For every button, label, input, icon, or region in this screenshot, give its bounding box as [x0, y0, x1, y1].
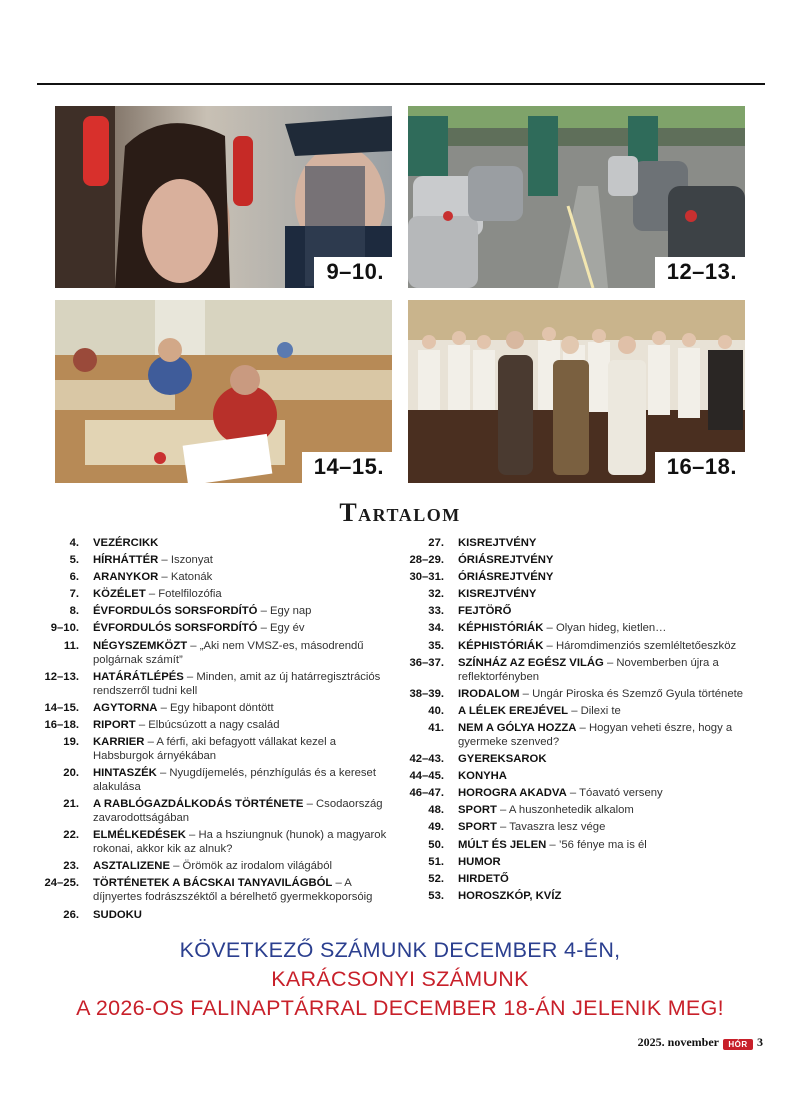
photo-border: [408, 106, 745, 288]
toc-article-title: Háromdimenziós szemléltetőeszköz: [555, 639, 737, 652]
toc-section-name: VEZÉRCIKK: [93, 537, 159, 549]
page-badge: 12–13.: [655, 257, 745, 288]
toc-section-name: HOROSZKÓP, KVÍZ: [458, 889, 562, 902]
toc-article-title: Novemberben újra a reflektorfényben: [458, 656, 719, 683]
toc-entry-text: [458, 536, 762, 550]
toc-entry: [40, 828, 400, 856]
toc-section-name: SZÍNHÁZ AZ EGÉSZ VILÁG: [458, 656, 604, 669]
toc-section-name: HOROGRA AKADVA: [458, 787, 567, 800]
toc-entry-text: [458, 587, 762, 601]
toc-separator: –: [158, 554, 171, 567]
toc-entry: [40, 859, 400, 873]
toc-entry-text: [93, 859, 400, 873]
toc-right-column: [402, 536, 762, 906]
toc-entry: [40, 536, 400, 550]
toc-entry: [402, 536, 762, 550]
toc-entry: [40, 621, 400, 635]
toc-page-number: 35.: [428, 639, 444, 652]
toc-section-name: HINTASZÉK: [93, 767, 157, 780]
toc-separator: –: [135, 718, 149, 731]
toc-entry-text: [458, 721, 762, 749]
toc-separator: –: [144, 735, 157, 748]
toc-page-number: 30–31.: [409, 571, 444, 584]
toc-page-number: 34.: [428, 622, 444, 635]
toc-article-title: Tóavató verseny: [579, 787, 663, 800]
toc-entry-text: [458, 803, 762, 817]
toc-entry-text: [93, 766, 400, 794]
toc-entry-text: [458, 855, 762, 869]
toc-entry: [402, 553, 762, 567]
photo-protest: [55, 106, 392, 288]
toc-entry-text: [93, 735, 400, 763]
toc-page-number: 48.: [428, 804, 444, 817]
toc-article-title: A díjnyertes fodrászszéktől a bérelhető gyermekkoporsóig: [93, 877, 373, 904]
toc-section-name: KÉPHISTÓRIÁK: [458, 639, 544, 652]
toc-entry-text: [458, 889, 762, 903]
toc-entry-text: [93, 604, 400, 618]
toc-entry-text: [458, 820, 762, 834]
toc-entry-text: [93, 570, 400, 584]
toc-section-name: HUMOR: [458, 855, 501, 868]
toc-section-name: ÉVFORDULÓS SORSFORDÍTÓ: [93, 605, 258, 618]
toc-separator: –: [157, 701, 171, 714]
toc-entry: [40, 797, 400, 825]
toc-entry-text: [458, 838, 762, 852]
toc-section-name: KÉPHISTÓRIÁK: [458, 622, 544, 635]
toc-entry-text: [93, 536, 400, 550]
toc-page-number: 20.: [63, 767, 79, 780]
toc-entry-text: [458, 639, 762, 653]
page-number: 3: [757, 1034, 763, 1049]
toc-article-title: Csodaország zavarodottságában: [93, 798, 383, 825]
magazine-logo: [723, 1034, 753, 1050]
toc-article-title: Egy nap: [270, 605, 312, 618]
toc-page-number: 23.: [63, 860, 79, 873]
toc-page-number: 7.: [69, 588, 79, 601]
toc-page-number: 21.: [63, 798, 79, 811]
toc-page-number: 40.: [428, 704, 444, 717]
toc-separator: –: [183, 670, 197, 683]
toc-section-name: SPORT: [458, 821, 497, 834]
page-badge: 9–10.: [314, 257, 392, 288]
toc-entry: [40, 670, 400, 698]
toc-entry: [40, 701, 400, 715]
toc-entry-text: [458, 872, 762, 886]
toc-section-name: HATÁRÁTLÉPÉS: [93, 670, 184, 683]
toc-separator: –: [603, 656, 617, 669]
toc-entry-text: [93, 797, 400, 825]
photo-choir: [408, 300, 745, 483]
toc-entry: [40, 876, 400, 904]
toc-section-name: IRODALOM: [458, 687, 520, 700]
toc-page-number: 16–18.: [44, 718, 79, 731]
toc-entry: [402, 872, 762, 886]
toc-entry: [40, 718, 400, 732]
toc-section-name: KARRIER: [93, 735, 145, 748]
toc-entry: [40, 553, 400, 567]
toc-section-name: KISREJTVÉNY: [458, 537, 537, 549]
toc-entry-text: [458, 769, 762, 783]
toc-entry: [40, 604, 400, 618]
logo-text: HÓR: [723, 1039, 753, 1050]
toc-page-number: 52.: [428, 872, 444, 885]
page-badge: 14–15.: [302, 452, 392, 483]
toc-separator: –: [257, 605, 271, 618]
photo-exam: [55, 300, 392, 483]
toc-section-name: KISREJTVÉNY: [458, 588, 537, 601]
toc-section-name: ÓRIÁSREJTVÉNY: [458, 571, 554, 584]
toc-entry: [402, 769, 762, 783]
toc-page-number: 51.: [428, 855, 444, 868]
toc-entry: [40, 766, 400, 794]
issue-date: 2025. november: [637, 1034, 719, 1049]
page-footer: [638, 1034, 763, 1050]
toc-entry-text: [93, 876, 400, 904]
toc-page-number: 22.: [63, 829, 79, 842]
toc-page-number: 42–43.: [409, 753, 444, 766]
toc-page-number: 4.: [69, 537, 79, 549]
toc-page-number: 14–15.: [44, 701, 79, 714]
toc-separator: –: [158, 571, 171, 584]
toc-page-number: 53.: [428, 889, 444, 902]
toc-separator: –: [546, 838, 559, 851]
toc-section-name: RIPORT: [93, 718, 136, 731]
toc-entry: [402, 604, 762, 618]
toc-page-number: 28–29.: [409, 554, 444, 567]
toc-page-number: 12–13.: [44, 670, 79, 683]
toc-entry: [402, 687, 762, 701]
toc-entry: [40, 639, 400, 667]
toc-separator: –: [303, 798, 317, 811]
announcement-line-2: KARÁCSONYI SZÁMUNK: [271, 967, 529, 991]
toc-page-number: 33.: [428, 605, 444, 618]
toc-entry-text: [93, 553, 400, 567]
toc-entry-text: [93, 639, 400, 667]
toc-section-name: ELMÉLKEDÉSEK: [93, 829, 186, 842]
toc-entry: [402, 639, 762, 653]
toc-page-number: 38–39.: [409, 687, 444, 700]
toc-page-number: 49.: [428, 821, 444, 834]
toc-entry-text: [458, 656, 762, 684]
toc-section-name: ASZTALIZENE: [93, 860, 170, 873]
toc-entry-text: [458, 604, 762, 618]
toc-article-title: Dilexi te: [580, 704, 621, 717]
toc-page-number: 44–45.: [409, 770, 444, 783]
toc-section-name: ÓRIÁSREJTVÉNY: [458, 554, 554, 567]
toc-page-number: 50.: [428, 838, 444, 851]
toc-title: Tartalom: [339, 498, 461, 527]
toc-page-number: 36–37.: [409, 656, 444, 669]
toc-article-title: ’56 fénye ma is él: [558, 838, 647, 851]
toc-entry: [402, 656, 762, 684]
toc-separator: –: [566, 787, 580, 800]
toc-separator: –: [257, 622, 271, 635]
toc-entry: [402, 820, 762, 834]
toc-entry: [402, 855, 762, 869]
toc-entry: [40, 908, 400, 922]
toc-separator: –: [156, 767, 170, 780]
toc-page-number: 9–10.: [50, 622, 79, 635]
toc-section-name: GYEREKSAROK: [458, 753, 547, 766]
toc-section-name: HÍRHÁTTÉR: [93, 554, 159, 567]
toc-article-title: Egy hibapont döntött: [170, 701, 274, 714]
toc-page-number: 32.: [428, 588, 444, 601]
toc-article-title: Ha a hsziungnuk (hunok) a magyarok rokonai, akkor kik az alnuk?: [93, 829, 387, 856]
toc-article-title: A huszonhetedik alkalom: [508, 804, 634, 817]
toc-entry: [402, 786, 762, 800]
toc-separator: –: [169, 860, 183, 873]
announcement-line-3: A 2026-OS FALINAPTÁRRAL DECEMBER 18-ÁN JELENIK MEG!: [76, 996, 724, 1020]
toc-article-title: Tavaszra lesz vége: [509, 821, 606, 834]
toc-article-title: Egy év: [270, 622, 305, 635]
toc-entry: [402, 889, 762, 903]
toc-page-number: 11.: [63, 639, 79, 652]
toc-entry: [402, 752, 762, 766]
toc-section-name: FEJTÖRŐ: [458, 605, 512, 618]
toc-section-name: MÚLT ÉS JELEN: [458, 838, 547, 851]
toc-section-name: A LÉLEK EREJÉVEL: [458, 704, 569, 717]
toc-entry: [402, 721, 762, 749]
toc-entry-text: [93, 718, 400, 732]
toc-separator: –: [496, 804, 509, 817]
toc-entry-text: [93, 670, 400, 698]
toc-article-title: A férfi, aki befagyott vállakat kezel a Habsburgok árnyékában: [93, 735, 336, 762]
toc-entry: [402, 838, 762, 852]
toc-separator: –: [576, 721, 589, 734]
toc-entry-text: [458, 621, 762, 635]
toc-entry: [40, 587, 400, 601]
toc-separator: –: [519, 687, 533, 700]
toc-entry-text: [458, 687, 762, 701]
toc-entry: [402, 803, 762, 817]
toc-section-name: NEM A GÓLYA HOZZA: [458, 721, 577, 734]
toc-section-name: KÖZÉLET: [93, 588, 146, 601]
toc-section-name: A RABLÓGAZDÁLKODÁS TÖRTÉNETE: [93, 798, 304, 811]
toc-entry: [402, 621, 762, 635]
toc-entry-text: [458, 553, 762, 567]
toc-page-number: 26.: [63, 908, 79, 921]
announcement-line-1: KÖVETKEZŐ SZÁMUNK DECEMBER 4-ÉN,: [179, 938, 621, 962]
toc-separator: –: [332, 877, 345, 890]
toc-article-title: Örömök az irodalom világából: [182, 860, 332, 873]
toc-entry-text: [458, 704, 762, 718]
toc-page-number: 19.: [63, 735, 79, 748]
toc-article-title: Ungár Piroska és Szemző Gyula története: [532, 687, 744, 700]
toc-separator: –: [145, 588, 159, 601]
toc-separator: –: [185, 829, 199, 842]
toc-section-name: HIRDETŐ: [458, 872, 509, 885]
toc-entry: [402, 704, 762, 718]
toc-left-column: [40, 536, 400, 925]
toc-section-name: TÖRTÉNETEK A BÁCSKAI TANYAVILÁGBÓL: [93, 877, 333, 890]
toc-entry-text: [458, 752, 762, 766]
toc-entry: [402, 570, 762, 584]
toc-page-number: 6.: [69, 571, 79, 584]
toc-page-number: 8.: [69, 605, 79, 618]
toc-page-number: 5.: [69, 554, 79, 567]
toc-article-title: Iszonyat: [170, 554, 213, 567]
toc-article-title: Hogyan veheti észre, hogy a gyermeke szenved?: [458, 721, 733, 748]
toc-entry-text: [93, 587, 400, 601]
toc-section-name: NÉGYSZEMKÖZT: [93, 639, 188, 652]
page-badge: 16–18.: [655, 452, 745, 483]
toc-article-title: Fotelfilozófia: [158, 588, 222, 601]
toc-entry: [40, 570, 400, 584]
toc-section-name: ARANYKOR: [93, 571, 159, 584]
toc-article-title: Nyugdíjemelés, pénzhígulás és a kereset alakulása: [93, 767, 376, 794]
toc-entry: [40, 735, 400, 763]
toc-section-name: AGYTORNA: [93, 701, 158, 714]
toc-separator: –: [543, 639, 556, 652]
toc-section-name: ÉVFORDULÓS SORSFORDÍTÓ: [93, 622, 258, 635]
toc-article-title: Minden, amit az új határregisztrációs rendszerről tudni kell: [93, 670, 381, 697]
toc-page-number: 24–25.: [44, 877, 79, 890]
toc-article-title: „Aki nem VMSZ-es, másodrendű polgárnak számít”: [93, 639, 364, 666]
toc-article-title: Elbúcsúzott a nagy család: [148, 718, 280, 731]
toc-article-title: Olyan hideg, kietlen…: [555, 622, 667, 635]
toc-entry-text: [93, 621, 400, 635]
toc-page-number: 27.: [428, 537, 444, 549]
toc-entry-text: [93, 828, 400, 856]
toc-page-number: 46–47.: [409, 787, 444, 800]
toc-section-name: KONYHA: [458, 770, 507, 783]
toc-entry: [402, 587, 762, 601]
toc-separator: –: [187, 639, 200, 652]
toc-article-title: Katonák: [170, 571, 213, 584]
toc-separator: –: [543, 622, 556, 635]
toc-page-number: 41.: [428, 721, 444, 734]
toc-entry-text: [93, 701, 400, 715]
toc-separator: –: [496, 821, 510, 834]
toc-separator: –: [568, 704, 581, 717]
top-rule: [37, 83, 765, 85]
toc-entry-text: [458, 570, 762, 584]
toc-section-name: SUDOKU: [93, 908, 142, 921]
toc-entry-text: [93, 908, 400, 922]
toc-entry-text: [458, 786, 762, 800]
toc-section-name: SPORT: [458, 804, 497, 817]
